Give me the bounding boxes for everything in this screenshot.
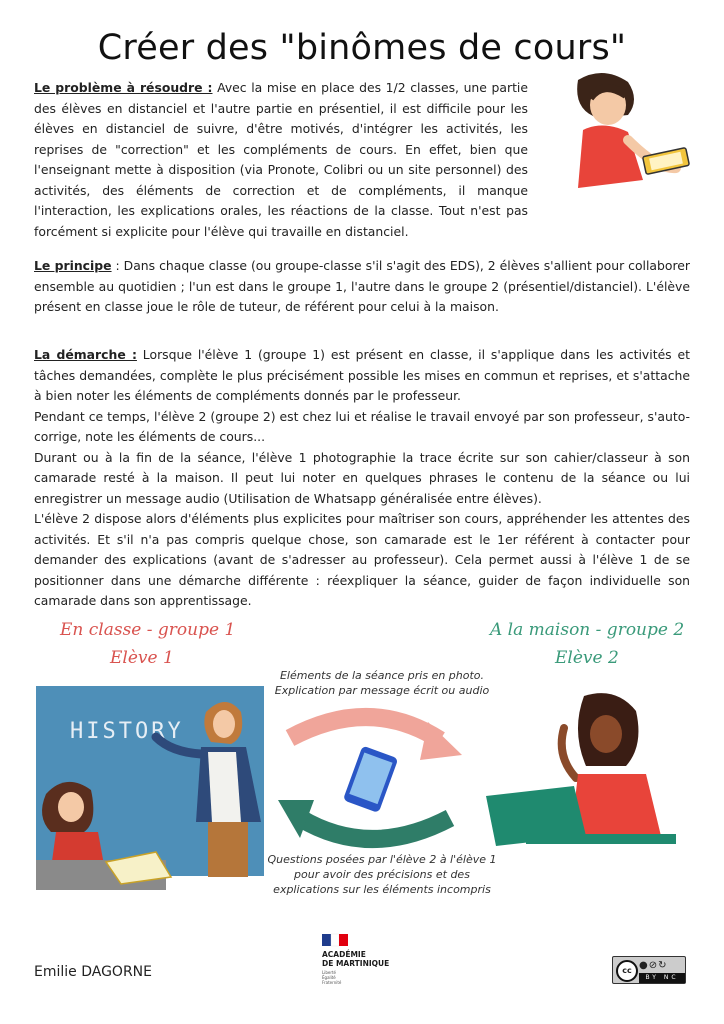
probleme-heading: Le problème à résoudre : bbox=[34, 80, 213, 95]
demarche-line1: Lorsque l'élève 1 (groupe 1) est présent en classe, il s'applique dans les activités et tâches demandées, complète le plus précisément possible les mises en commun et reprises, et s'attache à bien noter les éléments de compléments donnés par le professeur. bbox=[34, 347, 690, 403]
creative-commons-badge bbox=[612, 956, 686, 991]
logo-line1: ACADÉMIE bbox=[322, 950, 366, 959]
principe-text: : Dans chaque classe (ou groupe-classe s'il s'agit des EDS), 2 élèves s'allient pour collaborer ensemble au quotidien ; l'un est dans le groupe 1, l'autre dans le groupe 2 (présentiel/distanciel). L'élève présent en classe joue le rôle de tuteur, de référent pour celui à la maison. bbox=[34, 258, 691, 314]
caption-bottom-line1: Questions posées par l'élève 2 à l'élève 1 bbox=[267, 853, 497, 866]
caption-top bbox=[262, 668, 502, 698]
motto-liberte: Liberté bbox=[322, 970, 337, 975]
french-flag-icon bbox=[322, 934, 348, 946]
phone-icon bbox=[343, 746, 399, 813]
academy-logo bbox=[318, 930, 404, 994]
license-label: BY NC SA bbox=[639, 973, 685, 983]
caption-top-line2: Explication par message écrit ou audio bbox=[274, 684, 490, 697]
right-student-label: Elève 2 bbox=[555, 648, 619, 668]
right-group-label: A la maison - groupe 2 bbox=[490, 620, 685, 640]
classroom-illustration bbox=[36, 682, 286, 894]
logo-line2: DE MARTINIQUE bbox=[322, 959, 390, 968]
left-student-label: Elève 1 bbox=[110, 648, 174, 668]
principe-heading: Le principe bbox=[34, 258, 112, 273]
caption-top-line1: Eléments de la séance pris en photo. bbox=[279, 669, 485, 682]
motto-fraternite: Fraternité bbox=[322, 980, 342, 985]
board-text: HISTORY bbox=[70, 719, 184, 744]
demarche-line2: Pendant ce temps, l'élève 2 (groupe 2) est chez lui et réalise le travail envoyé par son professeur, s'auto-corrige, note les éléments de cours... bbox=[34, 408, 690, 444]
exchange-arrows bbox=[270, 700, 470, 860]
cc-icon: cc bbox=[616, 960, 638, 982]
demarche-line4: L'élève 2 dispose alors d'éléments plus explicites pour maîtriser son cours, appréhender les attentes des activités. Et s'il n'a pas compris quelque chose, son camarade est le 1er référent à contacter pour demander des explications (avant de s'adresser au professeur). Cela permet aussi à l'élève 1 de se positionner dans une démarche différente : réexpliquer la séance, guider de façon individuelle son camarade dans son apprentissage. bbox=[34, 511, 690, 608]
left-group-label: En classe - groupe 1 bbox=[60, 620, 236, 640]
caption-bottom bbox=[262, 852, 502, 897]
demarche-line3: Durant ou à la fin de la séance, l'élève 1 photographie la trace écrite sur son cahier/classeur à son camarade resté à la maison. Il peut lui noter en quelques phrases le contenu de la séance ou lui enregistrer un message audio (Utilisation de Whatsapp généralisée entre élèves). bbox=[34, 449, 690, 506]
page-title: Créer des "binômes de cours" bbox=[97, 28, 627, 68]
principe-paragraph bbox=[34, 256, 690, 318]
author-name: Emilie DAGORNE bbox=[34, 964, 152, 980]
reading-woman-illustration bbox=[548, 70, 698, 200]
license-icons: ●⊘↻ bbox=[639, 960, 668, 971]
motto-egalite: Égalité bbox=[322, 975, 336, 980]
demarche-paragraph bbox=[34, 345, 690, 612]
caption-bottom-line3: explications sur les éléments incompris bbox=[273, 883, 491, 896]
demarche-heading: La démarche : bbox=[34, 347, 137, 362]
probleme-paragraph bbox=[34, 78, 528, 242]
caption-bottom-line2: pour avoir des précisions et des bbox=[294, 868, 470, 881]
probleme-text: Avec la mise en place des 1/2 classes, une partie des élèves en distanciel et l'autre partie en présentiel, il est difficile pour les élèves en distanciel de suivre, d'être motivés, d'intégrer les activités, les reprises de "correction" et les compléments de cours. En effet, bien que l'enseignant mette à disposition (via Pronote, Colibri ou un site personnel) des activités, des éléments de correction et de compléments, il manque l'interaction, les explications orales, les réactions de la classe. Tout n'est pas forcément si explicite pour l'élève qui travaille en distanciel. bbox=[34, 80, 528, 239]
home-student-illustration bbox=[486, 686, 686, 860]
